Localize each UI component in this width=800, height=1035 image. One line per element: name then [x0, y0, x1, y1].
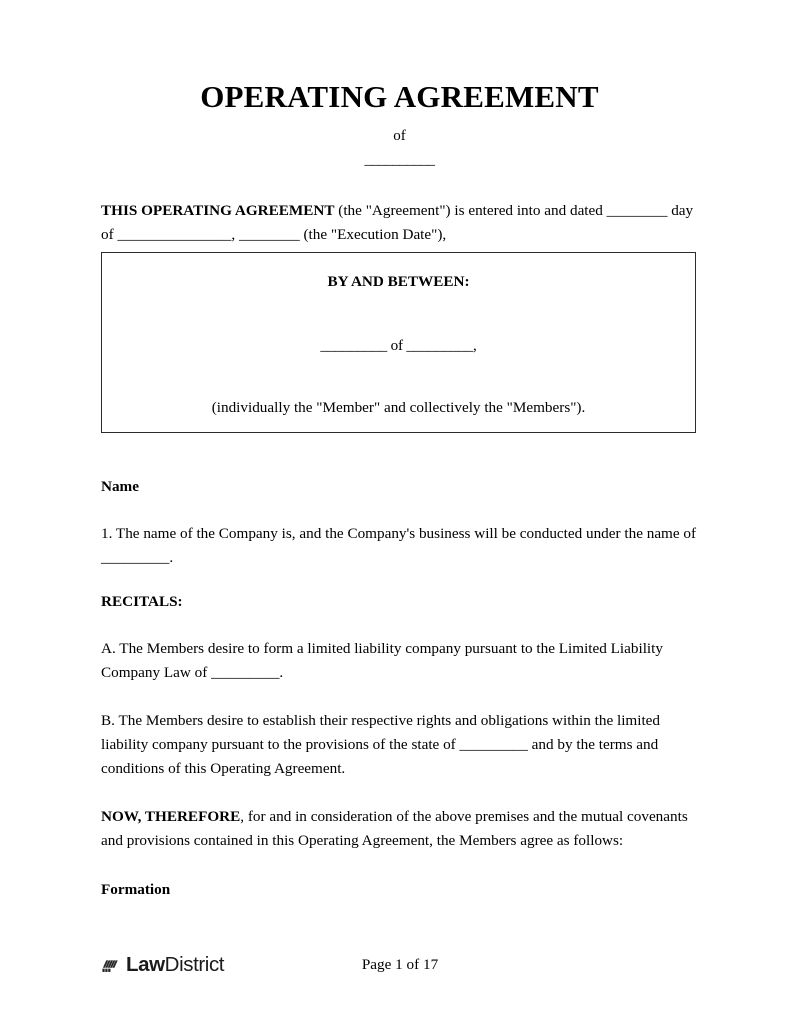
recital-a: A. The Members desire to form a limited liability company pursuant to the Limited Liability Company Law of _________. [101, 640, 663, 682]
intro-rest: (the "Agreement") is entered into and dated ________ day of _______________, ________ (the "Execution Date"), [101, 202, 694, 244]
name-clause: 1. The name of the Company is, and the Company's business will be conducted under the name of _________. [101, 525, 697, 567]
now-therefore-paragraph [101, 805, 698, 853]
spacer-recital-b [101, 685, 698, 709]
parties-box-heading: BY AND BETWEEN: [327, 273, 470, 290]
parties-blank-line: _________ of _________, [320, 337, 477, 354]
intro-paragraph [101, 170, 698, 247]
company-name-blank: __________ [364, 151, 435, 168]
section-heading-recitals: RECITALS: [101, 593, 183, 611]
document-content [101, 0, 698, 902]
now-therefore-bold: NOW, THEREFORE [101, 808, 241, 826]
recital-b: B. The Members desire to establish their respective rights and obligations within the limited liability company pursuant to the provisions of the state of _________ and by the terms and conditions of this Operating Agreement. [101, 712, 661, 778]
parties-box [101, 252, 696, 433]
page-footer [0, 950, 800, 990]
spacer-recitals [101, 570, 698, 590]
spacer-now-therefore [101, 781, 698, 805]
page-number: Page 1 of 17 [361, 956, 439, 973]
spacer-name [101, 499, 698, 522]
spacer-recital-a [101, 614, 698, 637]
now-therefore-rest: , for and in consideration of the above premises and the mutual covenants and provisions contained in this Operating Agreement, the Members agree as follows: [101, 808, 688, 850]
spacer-after-box [101, 452, 698, 475]
section-heading-name: Name [101, 478, 139, 496]
member-definition-note: (individually the "Member" and collectively the "Members"). [211, 399, 586, 416]
logo-text-regular: District [164, 952, 225, 976]
page-title: OPERATING AGREEMENT [200, 79, 599, 114]
section-heading-formation: Formation [101, 881, 171, 899]
logo-text-bold: Law [126, 952, 165, 976]
intro-lead-bold: THIS OPERATING AGREEMENT [101, 202, 335, 220]
spacer-formation [101, 853, 698, 878]
title-connector: of [393, 127, 406, 144]
